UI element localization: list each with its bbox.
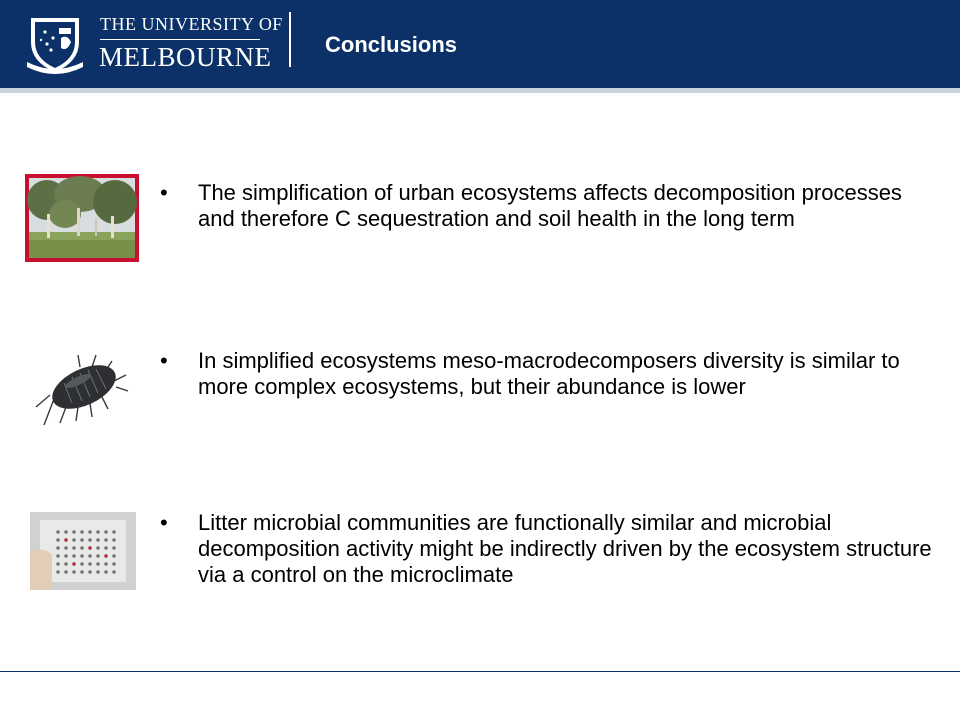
bullet-marker: • bbox=[160, 180, 168, 205]
header-bar bbox=[0, 0, 960, 88]
university-crest-icon bbox=[23, 12, 87, 76]
header-rule bbox=[0, 88, 960, 93]
bullet-text: The simplification of urban ecosystems affects decomposition processes and therefore C sequestration and soil health in the long term bbox=[198, 180, 902, 231]
footer-rule bbox=[0, 671, 960, 672]
bullet-item-1 bbox=[160, 180, 940, 232]
slide-title: Conclusions bbox=[325, 32, 458, 57]
bullet-marker: • bbox=[160, 510, 168, 535]
eucalyptus-park-photo bbox=[25, 174, 139, 262]
university-name-rule bbox=[100, 39, 260, 40]
university-name-line1: THE UNIVERSITY OF bbox=[100, 14, 283, 34]
bullet-item-2 bbox=[160, 348, 940, 400]
university-name-line2: MELBOURNE bbox=[99, 42, 272, 72]
pill-bug-photo bbox=[30, 345, 130, 435]
microplate-photo bbox=[30, 512, 136, 590]
header-divider bbox=[289, 12, 291, 67]
bullet-text: In simplified ecosystems meso-macrodecomposers diversity is similar to more complex ecosystems, but their abundance is lower bbox=[198, 348, 900, 399]
bullet-text: Litter microbial communities are functionally similar and microbial decomposition activity might be indirectly driven by the ecosystem structure via a control on the microclimate bbox=[198, 510, 932, 587]
bullet-item-3 bbox=[160, 510, 940, 588]
bullet-marker: • bbox=[160, 348, 168, 373]
